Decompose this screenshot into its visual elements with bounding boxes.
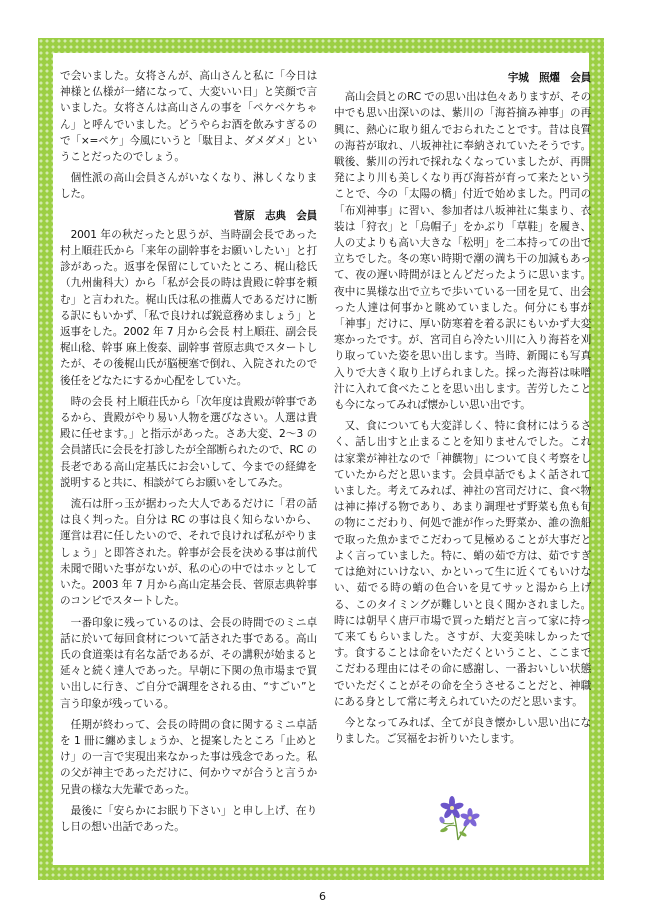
right-paragraph-1: 高山会員とのRC での思い出は色々ありますが、その中でも思い出深いのは、紫川の「海苔摘み神事」の再興に、熱心に取り組んでおられたことです。昔は良質の海苔が取れ、八坂神社に奉納されていたそうです。戦後、紫川の汚れで採れなくなっていましたが、再開発により川も美しくなり再び海苔が育って来たということで、今の「太陽の橋」付近で始めました。門司の「布刈神事」に習い、参加者は八坂神社に集まり、衣装は「狩衣」と「烏帽子」をかぶり「草鞋」を履き、人の丈よりも高い大きな「松明」を二本持っての出で立ちでした。冬の寒い時期で潮の満ち干の加減もあって、夜の遅い時間がほとんどだったように思います。夜中に異様な出で立ちで歩いている一団を見て、出会った人達は何事かと眺めていました。何分にも事が「神事」だけに、厚い防寒着を着る訳にもいかず大変寒かったです。が、宮司自ら冷たい川に入り海苔を刈り取っていた姿を思い出します。当時、新聞にも写真入りで大きく取り上げられました。採った海苔は味噌汁に入れて食べたことを思い出します。苦労したことも今になってみれば懐かしい思い出です。 [334,91,591,412]
right-paragraph-3: 今となってみれば、全てが良き懐かしい思い出になりました。ご冥福をお祈りいたします。 [334,716,591,746]
left-paragraph-7: 任期が終わって、会長の時間の食に関するミニ卓話を 1 冊に纏めましょうか、と提案したところ「止めとけ」の一言で実現出来なかった事は残念であった。私の父が神主であっただけに、何かウマが合うと言うか兄貴の様な大先輩であった。 [60,718,317,796]
left-paragraph-8: 最後に「安らかにお眠り下さい」と申し上げ、在りし日の想い出話であった。 [60,804,317,833]
left-paragraph-6: 一番印象に残っているのは、会長の時間でのミニ卓話に於いて毎回食材について話された事である。高山氏の食道楽は有名な話であるが、その講釈が始まると延々と続く達人であった。早朝に下関の魚市場まで買い出しに行き、ご自分で調理をされる由、“すごい”と言う印象が残っている。 [60,616,317,710]
left-paragraph-5: 流石は肝っ玉が据わった大人であるだけに「君の話は良く判った。自分は RC の事は良く知らないから、運営は君に任したいので、それで良ければ私がやりましょう」と即答された。幹事が会長を決める事は前代未聞で聞いた事がないが、私の心の中ではホッとしていた。2003 年 7 月から高山定基会長、菅原志典幹事のコンビでスタートした。 [60,498,317,608]
left-paragraph-3: 2001 年の秋だったと思うが、当時副会長であった村上順荘氏から「来年の副幹事をお願いしたい」と打診があった。返事を保留にしていたところ、梶山稔氏（九州歯科大）から「私が会長の時は貴殿に幹事を頼む」と言われた。梶山氏は私の推薦人であるだけに断る訳にもいかず、「私で良ければ鋭意務めましょう」と返事をした。2002 年 7 月から会長 村上順荘、副会長 梶山稔、幹事 麻上俊泰、副幹事 菅原志典でスタートしたが、その後梶山氏が脳梗塞で倒れ、入院されたので後任をどなたにするか心配をしていた。 [60,228,317,387]
left-column [60,68,317,840]
author-byline-sugawara: 菅原 志典 会員 [233,209,317,222]
left-paragraph-2: 個性派の高山会員さんがいなくなり、淋しくなりました。 [60,172,317,201]
author-byline-uki: 宇城 照燿 会員 [507,72,591,84]
flower-blossom-2 [460,808,481,828]
right-paragraph-2: 又、食についても大変詳しく、特に食材にはうるさく、話し出すと止まることを知りませんでした。これは家業が神社なので「神饌物」について良く考察をしていたからだと思います。会員卓話でもよく話されていました。考えてみれば、神社の宮司だけに、食べ物は神に捧げる物であり、あまり調理せず野菜も魚も旬の物にこだわり、何処で誰が作った野菜か、誰の漁船で取った魚かまでこだわって見極めることが大事だとよく言っていました。特に、蛸の茹で方は、茹ですぎては絶対にいけない、かといって生に近くてもいけない、茹でる時の蛸の色合いを見てサッと湯から上げる、このタイミングが難しいと良く聞かされました。時には朝早く唐戸市場で買った蛸だと言って家に持って来てもらいました。さすが、大変美味しかったです。食することは命をいただくということ、ここまでこだわる理由にはその命に感謝し、一番おいしい状態でいただくことがその命を全うさせることだと、神職にある身として常に考えられていたのだと思います。 [334,420,591,708]
right-column [334,68,591,752]
left-paragraph-4: 時の会長 村上順荘氏から「次年度は貴殿が幹事であるから、貴殿がやり易い人物を選びなさい。人選は貴殿に任せます。」と指示があった。さあ大変、2～3 の会員諸氏に会長を打診したが全部断られたので、RC の長老である高山定基氏にお会いして、今までの経緯を説明すると共に、相談がてらお願いをしてみた。 [60,395,317,489]
page-number: 6 [319,890,326,903]
left-paragraph-1: で会いました。女将さんが、高山さんと私に「今日は神様と仏様が一緒になって、大変いい日」と笑顔で言いました。女将さんは高山さんの事を「ペケペケちゃん」と呼んでいました。どうやらお酒を飲みすぎるので「×=ペケ」今風にいうと「駄目よ、ダメダメ」ということだったのでしょう。 [60,70,317,164]
bellflower-icon [432,790,484,842]
